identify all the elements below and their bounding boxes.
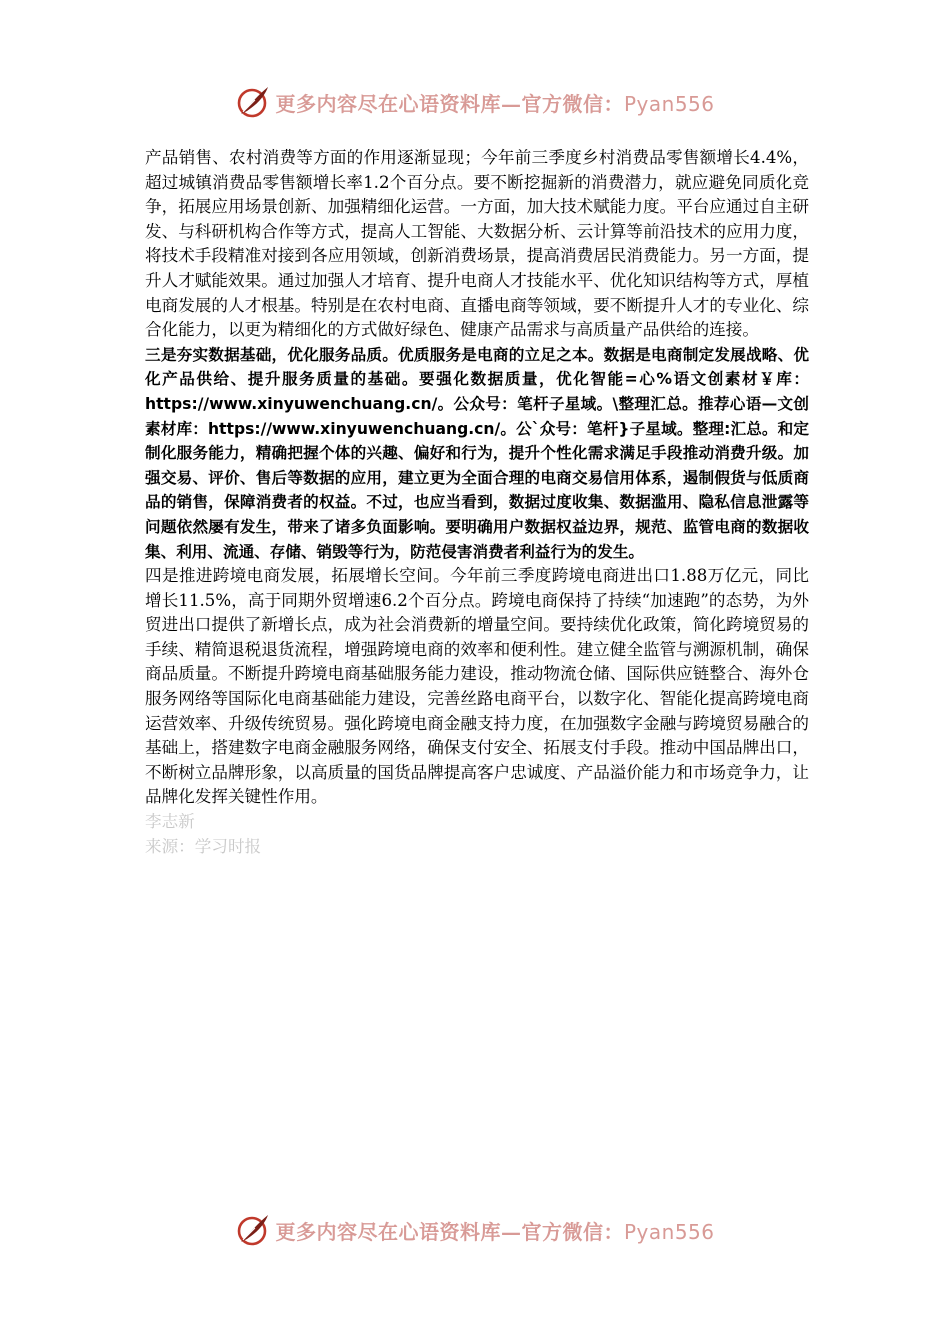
footer-wechat-id: Pyan556 xyxy=(623,1219,715,1244)
article-author: 李志新 xyxy=(145,812,195,832)
article-source: 来源：学习时报 xyxy=(145,836,262,856)
header-banner xyxy=(0,80,950,124)
footer-banner xyxy=(0,1208,950,1252)
header-wechat-id: Pyan556 xyxy=(623,91,715,116)
quill-pen-logo-icon xyxy=(235,1212,271,1248)
header-banner-text: 更多内容尽在心语资料库—官方微信：Pyan556 xyxy=(275,91,715,116)
article-body xyxy=(145,146,809,859)
article-paragraph-2: 三是夯实数据基础，优化服务品质。优质服务是电商的立足之本。数据是电商制定发展战略、优化产品供给、提升服务质量的基础。要强化数据质量，优化智能=心%语文创素材￥库：https://www.xinyuwenchuang.cn/。公众号：笔杆子星域。\整理汇总。推荐心语—文创素材库：https://www.xinyuwenchuang.cn/。公`众号：笔杆}子星域。整理:汇总。和定制化服务能力，精确把握个体的兴趣、偏好和行为，提升个性化需求满足手段推动消费升级。加强交易、评价、售后等数据的应用，建立更为全面合理的电商交易信用体系，遏制假货与低质商品的销售，保障消费者的权益。不过，也应当看到，数据过度收集、数据滥用、隐私信息泄露等问题依然屡有发生，带来了诸多负面影响。要明确用户数据权益边界，规范、监管电商的数据收集、利用、流通、存储、销毁等行为，防范侵害消费者利益行为的发生。 xyxy=(145,345,809,561)
article-paragraph-3: 四是推进跨境电商发展，拓展增长空间。今年前三季度跨境电商进出口1.88万亿元，同比增长11.5%，高于同期外贸增速6.2个百分点。跨境电商保持了持续“加速跑”的态势，为外贸进出口提供了新增长点，成为社会消费新的增量空间。要持续优化政策，简化跨境贸易的手续、精简退税退货流程，增强跨境电商的效率和便利性。建立健全监管与溯源机制，确保商品质量。不断提升跨境电商基础服务能力建设，推动物流仓储、国际供应链整合、海外仓服务网络等国际化电商基础能力建设，完善丝路电商平台，以数字化、智能化提高跨境电商运营效率、升级传统贸易。强化跨境电商金融支持力度，在加强数字金融与跨境贸易融合的基础上，搭建数字电商金融服务网络，确保支付安全、拓展支付手段。推动中国品牌出口，不断树立品牌形象，以高质量的国货品牌提高客户忠诚度、产品溢价能力和市场竞争力，让品牌化发挥关键性作用。 xyxy=(145,566,809,807)
footer-banner-text: 更多内容尽在心语资料库—官方微信：Pyan556 xyxy=(275,1219,715,1244)
quill-pen-logo-icon xyxy=(235,84,271,120)
article-paragraph-1: 产品销售、农村消费等方面的作用逐渐显现；今年前三季度乡村消费品零售额增长4.4%，超过城镇消费品零售额增长率1.2个百分点。要不断挖掘新的消费潜力，就应避免同质化竞争，拓展应用场景创新、加强精细化运营。一方面，加大技术赋能力度。平台应通过自主研发、与科研机构合作等方式，提高人工智能、大数据分析、云计算等前沿技术的应用力度，将技术手段精准对接到各应用领域，创新消费场景，提高消费居民消费能力。另一方面，提升人才赋能效果。通过加强人才培育、提升电商人才技能水平、优化知识结构等方式，厚植电商发展的人才根基。特别是在农村电商、直播电商等领域，要不断提升人才的专业化、综合化能力，以更为精细化的方式做好绿色、健康产品需求与高质量产品供给的连接。 xyxy=(145,148,809,340)
